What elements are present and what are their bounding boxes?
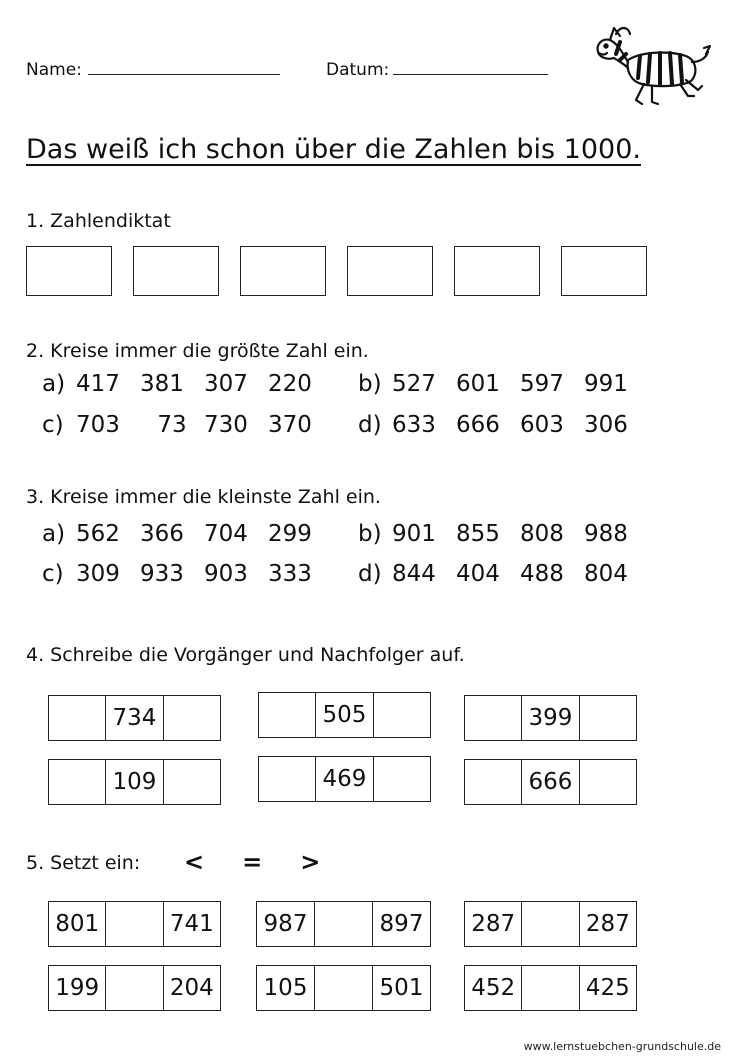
row-label: c) [42, 412, 64, 438]
given-number: 399 [521, 696, 578, 740]
neighbor-box [48, 759, 221, 805]
task4-heading: 4. Schreibe die Vorgänger und Nachfolger auf. [26, 644, 465, 666]
given-number: 469 [315, 757, 372, 801]
number-option[interactable]: 704 [204, 521, 248, 547]
greater-than-symbol: > [300, 848, 321, 876]
predecessor-field[interactable] [49, 760, 105, 804]
right-number: 204 [163, 966, 220, 1010]
number-option[interactable]: 299 [268, 521, 312, 547]
task3-row-c [42, 561, 332, 587]
task3-row-d [358, 561, 648, 587]
number-option[interactable]: 597 [520, 371, 564, 397]
number-option[interactable]: 381 [140, 371, 184, 397]
successor-field[interactable] [163, 760, 220, 804]
name-line[interactable] [88, 74, 280, 75]
number-option[interactable]: 703 [76, 412, 120, 438]
task2-row-b [358, 371, 648, 397]
number-option[interactable]: 220 [268, 371, 312, 397]
left-number: 801 [55, 911, 100, 937]
left-number: 287 [471, 911, 516, 937]
number-option[interactable]: 633 [392, 412, 436, 438]
left-number: 199 [55, 975, 100, 1001]
left-number: 452 [471, 975, 516, 1001]
right-number: 287 [579, 902, 636, 946]
number-option[interactable]: 527 [392, 371, 436, 397]
dictation-box[interactable] [133, 246, 219, 296]
number-option[interactable]: 366 [140, 521, 184, 547]
predecessor-field[interactable] [465, 696, 521, 740]
comparison-box [256, 901, 431, 947]
number-option[interactable]: 370 [268, 412, 312, 438]
comparison-box [464, 901, 637, 947]
task2-heading: 2. Kreise immer die größte Zahl ein. [26, 340, 369, 362]
equals-symbol: = [242, 848, 263, 876]
comparison-box [464, 965, 637, 1011]
operator-field[interactable] [521, 966, 578, 1010]
task2-row-d [358, 412, 648, 438]
number-option[interactable]: 730 [204, 412, 248, 438]
number-option[interactable]: 601 [456, 371, 500, 397]
operator-field[interactable] [105, 966, 162, 1010]
task1-heading: 1. Zahlendiktat [26, 210, 171, 232]
row-label: b) [358, 521, 382, 547]
given-number: 505 [315, 693, 372, 737]
dictation-boxes [26, 246, 646, 296]
number-option[interactable]: 306 [584, 412, 628, 438]
right-number: 501 [372, 966, 430, 1010]
number-option[interactable]: 988 [584, 521, 628, 547]
name-label: Name: [26, 60, 82, 80]
given-number: 109 [105, 760, 162, 804]
successor-field[interactable] [373, 693, 430, 737]
neighbor-box [48, 695, 221, 741]
less-than-symbol: < [184, 848, 205, 876]
given-number: 666 [521, 760, 578, 804]
task3-row-b [358, 521, 648, 547]
number-option[interactable]: 844 [392, 561, 436, 587]
dictation-box[interactable] [26, 246, 112, 296]
left-number: 105 [263, 975, 308, 1001]
predecessor-field[interactable] [259, 757, 315, 801]
row-label: c) [42, 561, 64, 587]
task2-row-a [42, 371, 332, 397]
task2-row-c [42, 412, 332, 438]
successor-field[interactable] [373, 757, 430, 801]
left-number: 987 [263, 911, 308, 937]
zebra-icon [590, 12, 716, 110]
neighbor-box [464, 759, 637, 805]
date-label: Datum: [326, 60, 390, 80]
date-line[interactable] [393, 74, 548, 75]
number-option[interactable]: 417 [76, 371, 120, 397]
task3-row-a [42, 521, 332, 547]
number-option[interactable]: 333 [268, 561, 312, 587]
dictation-box[interactable] [561, 246, 647, 296]
comparison-box [48, 901, 221, 947]
number-option[interactable]: 804 [584, 561, 628, 587]
dictation-box[interactable] [454, 246, 540, 296]
number-option[interactable]: 855 [456, 521, 500, 547]
right-number: 741 [163, 902, 220, 946]
task3-heading: 3. Kreise immer die kleinste Zahl ein. [26, 486, 381, 508]
operator-field[interactable] [314, 966, 372, 1010]
number-option[interactable]: 666 [456, 412, 500, 438]
number-option[interactable]: 991 [584, 371, 628, 397]
number-option[interactable]: 73 [157, 412, 187, 438]
operator-field[interactable] [314, 902, 372, 946]
number-option[interactable]: 404 [456, 561, 500, 587]
row-label: d) [358, 412, 382, 438]
predecessor-field[interactable] [259, 693, 315, 737]
number-option[interactable]: 488 [520, 561, 564, 587]
footer-url: www.lernstuebchen-grundschule.de [523, 1040, 721, 1053]
successor-field[interactable] [163, 696, 220, 740]
row-label: a) [42, 521, 66, 547]
task5-heading: 5. Setzt ein: [26, 852, 141, 874]
row-label: d) [358, 561, 382, 587]
number-option[interactable]: 562 [76, 521, 120, 547]
neighbor-box [258, 756, 431, 802]
comparison-box [256, 965, 431, 1011]
comparison-symbols [184, 848, 320, 876]
right-number: 897 [372, 902, 430, 946]
neighbor-box [464, 695, 637, 741]
predecessor-field[interactable] [465, 760, 521, 804]
row-label: a) [42, 371, 66, 397]
row-label: b) [358, 371, 382, 397]
number-option[interactable]: 309 [76, 561, 120, 587]
number-option[interactable]: 901 [392, 521, 436, 547]
number-option[interactable]: 933 [140, 561, 184, 587]
number-option[interactable]: 808 [520, 521, 564, 547]
successor-field[interactable] [579, 760, 636, 804]
comparison-box [48, 965, 221, 1011]
page-title: Das weiß ich schon über die Zahlen bis 1000. [26, 134, 641, 165]
operator-field[interactable] [521, 902, 578, 946]
dictation-box[interactable] [240, 246, 326, 296]
number-option[interactable]: 307 [204, 371, 248, 397]
predecessor-field[interactable] [49, 696, 105, 740]
number-option[interactable]: 903 [204, 561, 248, 587]
right-number: 425 [579, 966, 636, 1010]
dictation-box[interactable] [347, 246, 433, 296]
neighbor-box [258, 692, 431, 738]
operator-field[interactable] [105, 902, 162, 946]
number-option[interactable]: 603 [520, 412, 564, 438]
successor-field[interactable] [579, 696, 636, 740]
given-number: 734 [105, 696, 162, 740]
